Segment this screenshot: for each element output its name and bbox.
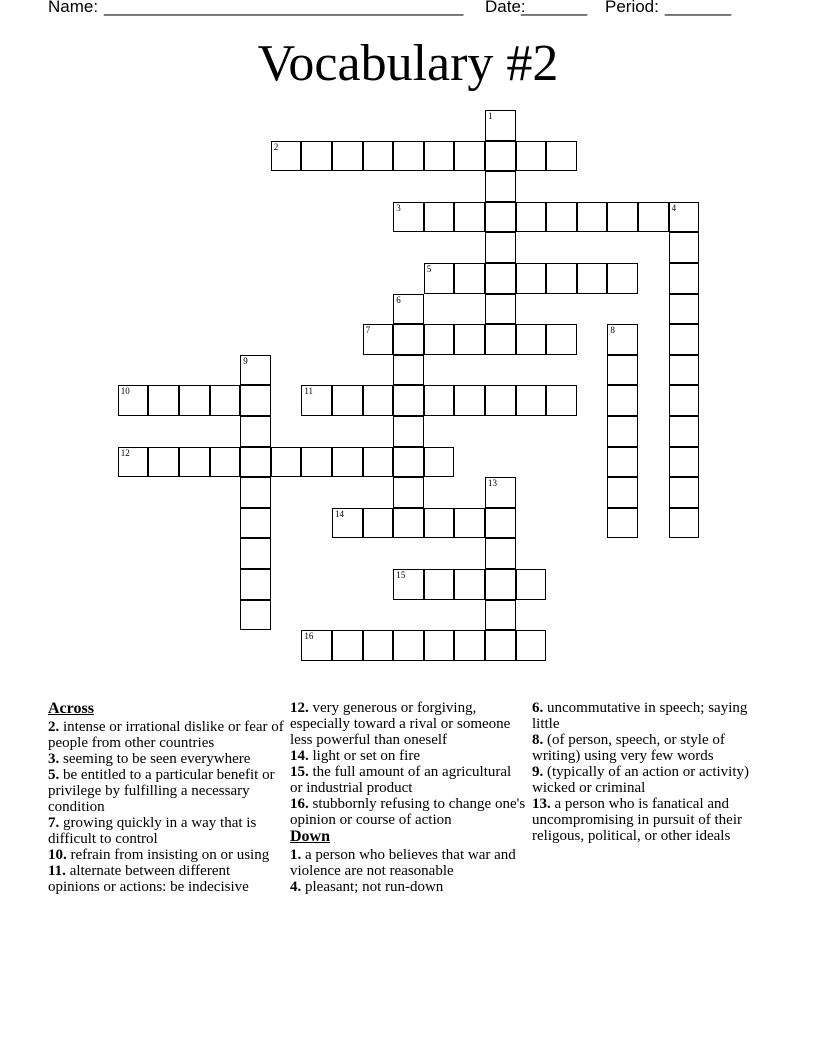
crossword-cell[interactable] (607, 324, 638, 355)
crossword-cell[interactable] (393, 508, 424, 539)
crossword-cell[interactable] (516, 385, 547, 416)
crossword-cell[interactable] (363, 324, 394, 355)
crossword-cell[interactable] (301, 447, 332, 478)
clue-number-label: 16 (304, 631, 314, 642)
crossword-cell[interactable] (148, 385, 179, 416)
clue-number-label: 15 (396, 570, 406, 580)
crossword-cell[interactable] (240, 538, 271, 569)
clue-number-label: 12 (120, 447, 130, 458)
crossword-cell[interactable] (485, 630, 516, 661)
crossword-cell[interactable] (393, 569, 424, 600)
crossword-cell[interactable] (301, 385, 332, 416)
crossword-cell[interactable] (332, 630, 363, 661)
crossword-cell[interactable] (485, 263, 516, 294)
crossword-cell[interactable] (363, 141, 394, 172)
across-clue-12: 12. very generous or forgiving, especially toward a rival or someone less powerful than oneself (290, 700, 511, 748)
crossword-cell[interactable] (148, 447, 179, 478)
crossword-cell[interactable] (179, 447, 210, 478)
crossword-cell[interactable] (363, 385, 394, 416)
crossword-cell[interactable] (332, 385, 363, 416)
crossword-cell[interactable] (240, 569, 271, 600)
clue-number-label: 3 (396, 202, 401, 213)
down-clue-8: 8. (of person, speech, or style of writing) using very few words (532, 732, 725, 764)
across-clue-5: 5. be entitled to a particular benefit or privilege by fulfilling a necessary condition (48, 767, 275, 815)
crossword-cell[interactable] (577, 202, 608, 233)
crossword-cell[interactable] (240, 508, 271, 539)
crossword-cell[interactable] (393, 355, 424, 386)
crossword-cell[interactable] (669, 416, 700, 447)
crossword-cell[interactable] (118, 385, 149, 416)
across-clue-15: 15. the full amount of an agricultural or industrial product (290, 764, 512, 796)
crossword-cell[interactable] (454, 263, 485, 294)
crossword-cell[interactable] (393, 447, 424, 478)
crossword-cell[interactable] (607, 385, 638, 416)
crossword-cell[interactable] (546, 385, 577, 416)
crossword-cell[interactable] (363, 630, 394, 661)
clue-number-label: 10 (120, 386, 130, 397)
across-heading: Across (48, 700, 94, 717)
crossword-cell[interactable] (393, 324, 424, 355)
clue-number-label: 5 (426, 264, 432, 274)
crossword-cell[interactable] (424, 324, 455, 355)
down-heading: Down (290, 828, 331, 845)
crossword-cell[interactable] (485, 202, 516, 233)
crossword-cell[interactable] (516, 263, 547, 294)
crossword-cell[interactable] (393, 477, 424, 508)
crossword-cell[interactable] (607, 355, 638, 386)
crossword-cell[interactable] (516, 324, 547, 355)
crossword-cell[interactable] (240, 477, 271, 508)
clue-number-label: 13 (488, 478, 497, 489)
crossword-cell[interactable] (271, 141, 302, 172)
across-clue-3: 3. seeming to be seen everywhere (48, 751, 251, 767)
crossword-cell[interactable] (454, 202, 485, 233)
crossword-cell[interactable] (424, 141, 455, 172)
clue-number-label: 9 (243, 355, 248, 366)
page-title: Vocabulary #2 (257, 35, 559, 92)
crossword-cell[interactable] (210, 447, 241, 478)
crossword-cell[interactable] (485, 232, 516, 263)
crossword-cell[interactable] (669, 232, 700, 263)
down-clue-9: 9. (typically of an action or activity) wicked or criminal (532, 764, 750, 796)
crossword-cell[interactable] (393, 416, 424, 447)
clue-number-label: 4 (671, 202, 677, 213)
clue-number-label: 2 (273, 141, 279, 152)
crossword-cell[interactable] (454, 324, 485, 355)
crossword-cell[interactable] (669, 294, 700, 325)
crossword-cell[interactable] (240, 447, 271, 478)
crossword-cell[interactable] (424, 447, 455, 478)
crossword-cell[interactable] (669, 508, 700, 539)
crossword-cell[interactable] (607, 508, 638, 539)
crossword-cell[interactable] (607, 416, 638, 447)
crossword-cell[interactable] (669, 477, 700, 508)
crossword-cell[interactable] (454, 630, 485, 661)
crossword-cell[interactable] (301, 630, 332, 661)
crossword-cell[interactable] (454, 141, 485, 172)
crossword-cell[interactable] (607, 263, 638, 294)
crossword-cell[interactable] (332, 141, 363, 172)
crossword-cell[interactable] (363, 447, 394, 478)
crossword-cell[interactable] (271, 447, 302, 478)
crossword-cell[interactable] (669, 385, 700, 416)
crossword-cell[interactable] (240, 600, 271, 631)
crossword-cell[interactable] (301, 141, 332, 172)
across-clue-7: 7. growing quickly in a way that is difficult to control (48, 815, 257, 847)
crossword-cell[interactable] (485, 324, 516, 355)
crossword-cell[interactable] (669, 324, 700, 355)
crossword-cell[interactable] (393, 141, 424, 172)
crossword-cell[interactable] (607, 477, 638, 508)
crossword-cell[interactable] (393, 294, 424, 325)
crossword-cell[interactable] (332, 447, 363, 478)
crossword-cell[interactable] (485, 171, 516, 202)
crossword-cell[interactable] (393, 385, 424, 416)
crossword-cell[interactable] (424, 569, 455, 600)
crossword-cell[interactable] (638, 202, 669, 233)
crossword-cell[interactable] (363, 508, 394, 539)
crossword-cell[interactable] (485, 385, 516, 416)
crossword-cell[interactable] (454, 569, 485, 600)
clue-number-label: 1 (488, 111, 493, 121)
down-clue-6: 6. uncommutative in speech; saying little (532, 700, 748, 732)
across-clue-10: 10. refrain from insisting on or using (48, 847, 270, 863)
crossword-cell[interactable] (332, 508, 363, 539)
across-clue-16: 16. stubbornly refusing to change one's opinion or course of action (290, 796, 526, 828)
clue-number-label: 11 (304, 386, 314, 397)
crossword-cell[interactable] (516, 141, 547, 172)
crossword-cell[interactable] (210, 385, 241, 416)
crossword-cell[interactable] (485, 477, 516, 508)
crossword-cell[interactable] (669, 263, 700, 294)
crossword-cell[interactable] (669, 202, 700, 233)
name-blank[interactable]: ______________________________________ (104, 0, 464, 16)
name-label: Name: (48, 0, 99, 16)
across-clue-11: 11. alternate between different opinions or actions: be indecisive (48, 863, 249, 895)
clue-number-label: 14 (335, 508, 344, 519)
crossword-cell[interactable] (516, 569, 547, 600)
crossword-cell[interactable] (393, 630, 424, 661)
crossword-cell[interactable] (240, 385, 271, 416)
crossword-cell[interactable] (454, 385, 485, 416)
crossword-cell[interactable] (546, 141, 577, 172)
period-blank[interactable]: _______ (665, 0, 732, 16)
date-label: Date: (485, 0, 526, 16)
crossword-cell[interactable] (577, 263, 608, 294)
crossword-cell[interactable] (424, 202, 455, 233)
crossword-cell[interactable] (546, 202, 577, 233)
crossword-cell[interactable] (485, 110, 516, 141)
crossword-cell[interactable] (118, 447, 149, 478)
down-clue-13: 13. a person who is fanatical and uncompromising in pursuit of their religous, political, or other ideals (532, 796, 742, 844)
crossword-cell[interactable] (546, 324, 577, 355)
crossword-cell[interactable] (485, 569, 516, 600)
date-blank[interactable]: _______ (521, 0, 588, 16)
crossword-cell[interactable] (393, 202, 424, 233)
crossword-cell[interactable] (424, 508, 455, 539)
crossword-cell[interactable] (607, 447, 638, 478)
clue-number-label: 7 (365, 325, 371, 336)
crossword-cell[interactable] (424, 385, 455, 416)
clue-number-label: 8 (610, 325, 615, 336)
crossword-cell[interactable] (485, 294, 516, 325)
crossword-cell[interactable] (424, 630, 455, 661)
crossword-cell[interactable] (607, 202, 638, 233)
crossword-cell[interactable] (485, 600, 516, 631)
crossword-cell[interactable] (485, 141, 516, 172)
crossword-cell[interactable] (516, 202, 547, 233)
down-clue-1: 1. a person who believes that war and violence are not reasonable (290, 847, 516, 879)
crossword-cell[interactable] (485, 538, 516, 569)
crossword-cell[interactable] (454, 508, 485, 539)
crossword-cell[interactable] (424, 263, 455, 294)
crossword-cell[interactable] (546, 263, 577, 294)
crossword-cell[interactable] (516, 630, 547, 661)
clue-column-1 (48, 700, 284, 895)
clue-column-2 (290, 700, 526, 895)
crossword-cell[interactable] (669, 355, 700, 386)
period-label: Period: (605, 0, 659, 16)
down-clue-4: 4. pleasant; not run-down (290, 879, 444, 895)
across-clue-14: 14. light or set on fire (290, 748, 420, 764)
across-clue-2: 2. intense or irrational dislike or fear of people from other countries (48, 719, 284, 751)
crossword-cell[interactable] (240, 355, 271, 386)
clue-number-label: 6 (396, 294, 401, 305)
crossword-cell[interactable] (179, 385, 210, 416)
crossword-cell[interactable] (669, 447, 700, 478)
clue-column-3 (532, 700, 768, 844)
crossword-cell[interactable] (240, 416, 271, 447)
crossword-cell[interactable] (485, 508, 516, 539)
